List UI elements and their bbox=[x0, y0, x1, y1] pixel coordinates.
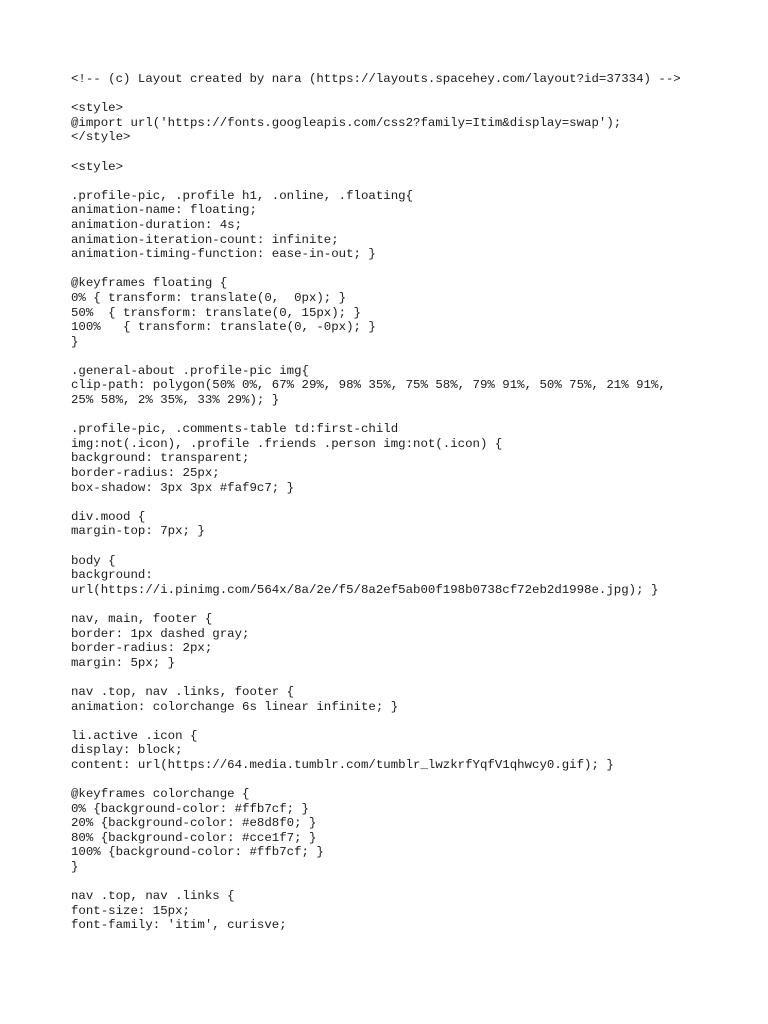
code-line: 25% 58%, 2% 35%, 33% 29%); } bbox=[71, 393, 280, 408]
code-line: 100% { transform: translate(0, -0px); } bbox=[71, 320, 376, 335]
code-line: box-shadow: 3px 3px #faf9c7; } bbox=[71, 480, 295, 495]
code-line: 50% { transform: translate(0, 15px); } bbox=[71, 305, 361, 320]
code-line: @keyframes colorchange { bbox=[71, 787, 250, 802]
code-line: animation: colorchange 6s linear infinite; } bbox=[71, 699, 399, 714]
code-line: background: transparent; bbox=[71, 451, 250, 466]
code-line: } bbox=[71, 334, 79, 349]
code-line: background: bbox=[71, 568, 153, 583]
code-line: border: 1px dashed gray; bbox=[71, 626, 250, 641]
code-line: <style> bbox=[71, 101, 124, 116]
code-block-clip-path bbox=[71, 364, 751, 408]
code-block-keyframes-colorchange bbox=[71, 787, 751, 875]
code-line: 100% {background-color: #ffb7cf; } bbox=[71, 845, 324, 860]
code-block-profile-pic bbox=[71, 422, 751, 495]
code-document bbox=[71, 72, 751, 948]
code-block-floating-rule bbox=[71, 189, 751, 262]
code-line: nav .top, nav .links, footer { bbox=[71, 684, 295, 699]
code-line: animation-name: floating; bbox=[71, 203, 257, 218]
code-line: .general-about .profile-pic img{ bbox=[71, 363, 309, 378]
code-line: <!-- (c) Layout created by nara (https://layouts.spacehey.com/layout?id=37334) --> bbox=[71, 72, 681, 86]
code-line: border-radius: 25px; bbox=[71, 466, 220, 481]
code-line: .profile-pic, .profile h1, .online, .floating{ bbox=[71, 188, 414, 203]
code-line: content: url(https://64.media.tumblr.com/tumblr_lwzkrfYqfV1qhwcy0.gif); } bbox=[71, 757, 614, 772]
code-line: li.active .icon { bbox=[71, 728, 198, 743]
code-line: 0% {background-color: #ffb7cf; } bbox=[71, 801, 309, 816]
code-block-active-icon bbox=[71, 729, 751, 773]
code-block-mood bbox=[71, 510, 751, 539]
code-line: url(https://i.pinimg.com/564x/8a/2e/f5/8a2ef5ab00f198b0738cf72eb2d1998e.jpg); } bbox=[71, 582, 659, 597]
code-line: 0% { transform: translate(0, 0px); } bbox=[71, 290, 347, 305]
code-line: .profile-pic, .comments-table td:first-child bbox=[71, 422, 399, 437]
code-line: animation-timing-function: ease-in-out; } bbox=[71, 247, 376, 262]
code-block-style-open bbox=[71, 160, 751, 175]
code-line: 20% {background-color: #e8d8f0; } bbox=[71, 816, 317, 831]
code-block-nav-font bbox=[71, 889, 751, 933]
code-line: @import url('https://fonts.googleapis.com/css2?family=Itim&display=swap'); bbox=[71, 115, 622, 130]
code-line: clip-path: polygon(50% 0%, 67% 29%, 98% 35%, 75% 58%, 79% 91%, 50% 75%, 21% 91%, bbox=[71, 378, 666, 393]
code-line: img:not(.icon), .profile .friends .person img:not(.icon) { bbox=[71, 436, 503, 451]
code-block-nav-main-footer bbox=[71, 612, 751, 670]
code-line: animation-duration: 4s; bbox=[71, 217, 243, 232]
code-line: nav, main, footer { bbox=[71, 611, 213, 626]
code-block-keyframes-floating bbox=[71, 276, 751, 349]
code-block-comment bbox=[71, 72, 751, 87]
code-line: body { bbox=[71, 553, 116, 568]
code-line: } bbox=[71, 860, 79, 875]
code-line: font-family: 'itim', curisve; bbox=[71, 918, 287, 933]
code-line: </style> bbox=[71, 130, 131, 145]
code-line: margin-top: 7px; } bbox=[71, 524, 205, 539]
code-line: nav .top, nav .links { bbox=[71, 889, 235, 904]
code-line: border-radius: 2px; bbox=[71, 641, 213, 656]
code-line: 80% {background-color: #cce1f7; } bbox=[71, 830, 317, 845]
code-block-nav-animation bbox=[71, 685, 751, 714]
code-block-body bbox=[71, 554, 751, 598]
code-line: <style> bbox=[71, 159, 124, 174]
code-line: animation-iteration-count: infinite; bbox=[71, 232, 339, 247]
code-block-import bbox=[71, 101, 751, 145]
code-line: @keyframes floating { bbox=[71, 276, 228, 291]
code-line: display: block; bbox=[71, 743, 183, 758]
code-line: margin: 5px; } bbox=[71, 655, 176, 670]
code-line: div.mood { bbox=[71, 509, 146, 524]
code-line: font-size: 15px; bbox=[71, 903, 190, 918]
